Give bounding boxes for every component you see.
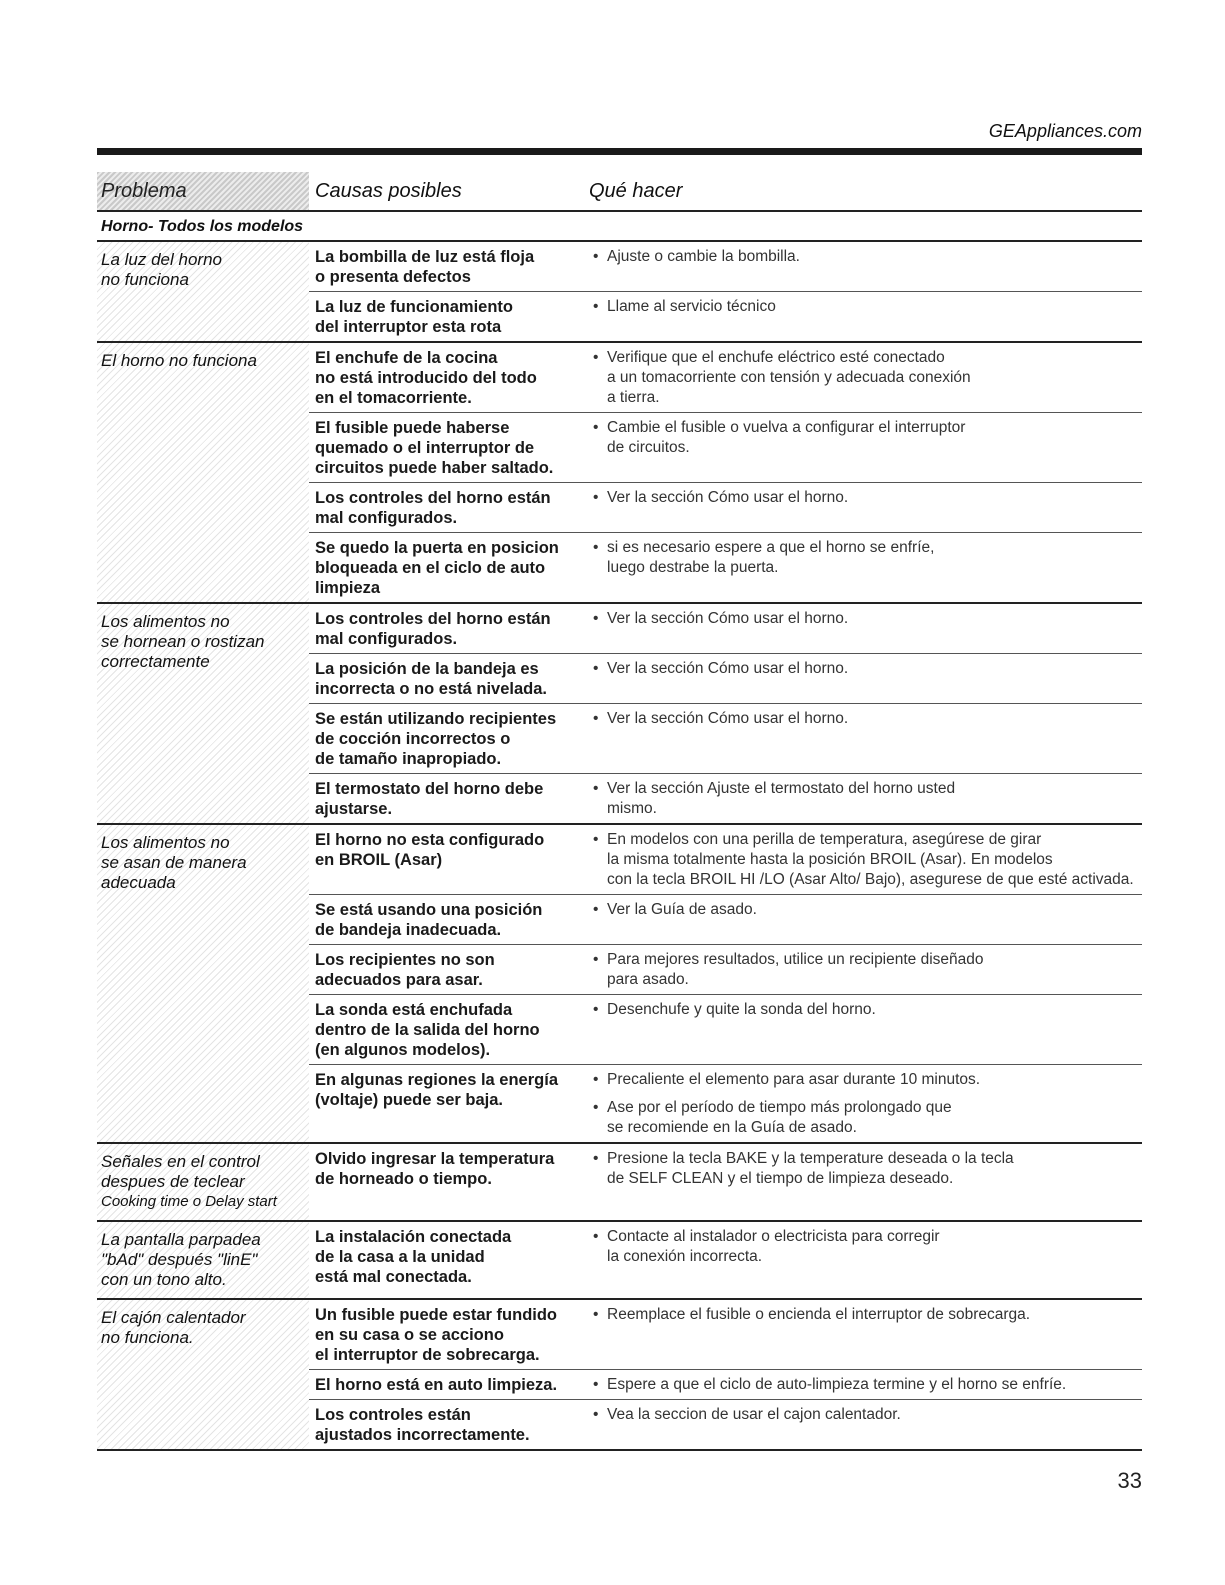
problem-cell — [97, 1222, 309, 1298]
action-text: Ver la sección Ajuste el termostato del horno usted — [607, 780, 956, 797]
action-text: En modelos con una perilla de temperatura, asegúrese de girar — [607, 831, 1042, 848]
cause-text: de bandeja inadecuada. — [315, 921, 502, 939]
cause-text: de la casa a la unidad — [315, 1248, 485, 1266]
action-cell — [583, 1405, 1142, 1445]
table-row — [309, 483, 1142, 533]
cause-text: mal configurados. — [315, 630, 458, 648]
cause-text: limpieza — [315, 579, 381, 597]
action-text: Contacte al instalador o electricista para corregir — [607, 1228, 940, 1245]
cause-text: Los controles están — [315, 1406, 471, 1424]
cause-text: del interruptor esta rota — [315, 318, 502, 336]
action-cell — [583, 1000, 1142, 1060]
cause-text: bloqueada en el ciclo de auto — [315, 559, 546, 577]
problem-group — [97, 343, 1142, 604]
action-cell — [583, 609, 1142, 649]
problem-text: El cajón calentador — [101, 1308, 246, 1327]
cause-text: en el tomacorriente. — [315, 389, 472, 407]
cause-text: (voltaje) puede ser baja. — [315, 1091, 503, 1109]
table-row — [309, 895, 1142, 945]
cause-text: de cocción incorrectos o — [315, 730, 511, 748]
problem-cell — [97, 343, 309, 602]
cause-text: La posición de la bandeja es — [315, 660, 539, 678]
action-text: Ver la Guía de asado. — [607, 901, 757, 918]
cause-cell — [309, 779, 583, 819]
problem-subtext: Cooking time o Delay start — [101, 1193, 277, 1210]
table-row — [309, 343, 1142, 413]
action-text: Desenchufe y quite la sonda del horno. — [607, 1001, 876, 1018]
cause-text: La luz de funcionamiento — [315, 298, 514, 316]
action-cell — [583, 488, 1142, 528]
bullet-icon: • — [593, 298, 599, 315]
cause-text: el interruptor de sobrecarga. — [315, 1346, 540, 1364]
table-row — [309, 533, 1142, 602]
cause-text: incorrecta o no está nivelada. — [315, 680, 547, 698]
cause-text: La instalación conectada — [315, 1228, 512, 1246]
cause-cell — [309, 297, 583, 337]
cause-rows — [309, 1222, 1142, 1298]
cause-rows — [309, 604, 1142, 823]
bullet-icon: • — [593, 1071, 599, 1088]
cause-text: Un fusible puede estar fundido — [315, 1306, 558, 1324]
table-row — [309, 1370, 1142, 1400]
problem-group — [97, 1144, 1142, 1222]
action-text: de circuitos. — [607, 439, 690, 456]
problem-text: Los alimentos no — [101, 612, 230, 631]
problem-group — [97, 1222, 1142, 1300]
action-text: Ver la sección Cómo usar el horno. — [607, 710, 849, 727]
cause-cell — [309, 950, 583, 990]
header-problem: Problema — [97, 172, 309, 210]
action-text: a tierra. — [607, 389, 660, 406]
header-action: Qué hacer — [589, 180, 683, 202]
action-text: Ajuste o cambie la bombilla. — [607, 248, 800, 265]
table-row — [309, 995, 1142, 1065]
cause-text: Se quedo la puerta en posicion — [315, 539, 559, 557]
action-cell — [583, 709, 1142, 769]
problem-group — [97, 1300, 1142, 1451]
cause-text: El fusible puede haberse — [315, 419, 510, 437]
cause-cell — [309, 247, 583, 287]
cause-rows — [309, 1300, 1142, 1449]
bullet-icon: • — [593, 489, 599, 506]
action-text: la misma totalmente hasta la posición BROIL (Asar). En modelos — [607, 851, 1053, 868]
cause-text: de tamaño inapropiado. — [315, 750, 502, 768]
cause-text: La sonda está enchufada — [315, 1001, 513, 1019]
table-row — [309, 292, 1142, 341]
problem-text: La pantalla parpadea — [101, 1230, 261, 1249]
action-cell — [583, 1305, 1142, 1365]
cause-text: no está introducido del todo — [315, 369, 537, 387]
problem-text: se asan de manera — [101, 853, 247, 872]
cause-text: o presenta defectos — [315, 268, 471, 286]
cause-cell — [309, 488, 583, 528]
problem-text: Señales en el control — [101, 1152, 260, 1171]
cause-text: dentro de la salida del horno — [315, 1021, 540, 1039]
action-text: para asado. — [607, 971, 689, 988]
problem-text: despues de teclear — [101, 1172, 245, 1191]
action-text: Reemplace el fusible o encienda el interruptor de sobrecarga. — [607, 1306, 1031, 1323]
action-cell — [583, 297, 1142, 337]
bullet-icon: • — [593, 1376, 599, 1393]
cause-text: (en algunos modelos). — [315, 1041, 491, 1059]
cause-text: está mal conectada. — [315, 1268, 472, 1286]
action-cell — [583, 950, 1142, 990]
action-text: mismo. — [607, 800, 657, 817]
action-text: de SELF CLEAN y el tiempo de limpieza deseado. — [607, 1170, 954, 1187]
action-cell — [583, 247, 1142, 287]
cause-text: El termostato del horno debe — [315, 780, 544, 798]
cause-text: El enchufe de la cocina — [315, 349, 498, 367]
bullet-icon: • — [593, 901, 599, 918]
bullet-icon: • — [593, 1001, 599, 1018]
cause-text: en BROIL (Asar) — [315, 851, 443, 869]
problem-text: con un tono alto. — [101, 1270, 227, 1289]
troubleshooting-table — [97, 172, 1142, 1451]
table-row — [309, 242, 1142, 292]
table-row — [309, 1065, 1142, 1142]
bullet-icon: • — [593, 660, 599, 677]
table-row — [309, 1400, 1142, 1449]
cause-text: Olvido ingresar la temperatura — [315, 1150, 555, 1168]
cause-text: Los recipientes no son — [315, 951, 495, 969]
cause-rows — [309, 343, 1142, 602]
cause-text: ajustarse. — [315, 800, 393, 818]
table-row — [309, 1144, 1142, 1193]
problem-text: Los alimentos no — [101, 833, 230, 852]
bullet-icon: • — [593, 1099, 599, 1116]
cause-cell — [309, 538, 583, 598]
problem-cell — [97, 1300, 309, 1449]
action-text: Espere a que el ciclo de auto-limpieza termine y el horno se enfríe. — [607, 1376, 1067, 1393]
action-text: si es necesario espere a que el horno se enfríe, — [607, 539, 935, 556]
action-text: con la tecla BROIL HI /LO (Asar Alto/ Bajo), asegurese de que esté activada. — [607, 871, 1134, 888]
cause-text: circuitos puede haber saltado. — [315, 459, 554, 477]
cause-cell — [309, 830, 583, 890]
bullet-icon: • — [593, 539, 599, 556]
problem-text: se hornean o rostizan — [101, 632, 265, 651]
cause-cell — [309, 1405, 583, 1445]
cause-cell — [309, 348, 583, 408]
table-row — [309, 774, 1142, 823]
table-row — [309, 945, 1142, 995]
problem-group — [97, 242, 1142, 343]
cause-cell — [309, 418, 583, 478]
cause-text: de horneado o tiempo. — [315, 1170, 492, 1188]
problem-text: La luz del horno — [101, 250, 222, 269]
header-rule — [97, 148, 1142, 155]
cause-text: El horno no esta configurado — [315, 831, 545, 849]
cause-text: mal configurados. — [315, 509, 458, 527]
cause-cell — [309, 1000, 583, 1060]
action-cell — [583, 1070, 1142, 1138]
table-header — [97, 172, 1142, 212]
bullet-icon: • — [593, 1306, 599, 1323]
bullet-icon: • — [593, 710, 599, 727]
bullet-icon: • — [593, 780, 599, 797]
cause-cell — [309, 709, 583, 769]
action-text: Llame al servicio técnico — [607, 298, 776, 315]
action-cell — [583, 348, 1142, 408]
cause-text: En algunas regiones la energía — [315, 1071, 558, 1089]
problem-text: adecuada — [101, 873, 176, 892]
table-row — [309, 654, 1142, 704]
action-cell — [583, 538, 1142, 598]
cause-rows — [309, 242, 1142, 341]
bullet-icon: • — [593, 349, 599, 366]
table-row — [309, 604, 1142, 654]
action-cell — [583, 830, 1142, 890]
cause-cell — [309, 1227, 583, 1287]
action-text: Vea la seccion de usar el cajon calentador. — [607, 1406, 901, 1423]
table-row — [309, 825, 1142, 895]
cause-cell — [309, 1070, 583, 1138]
table-row — [309, 704, 1142, 774]
bullet-icon: • — [593, 1228, 599, 1245]
bullet-icon: • — [593, 248, 599, 265]
cause-cell — [309, 659, 583, 699]
section-title: Horno- Todos los modelos — [97, 212, 1142, 242]
problem-group — [97, 825, 1142, 1144]
action-text: Para mejores resultados, utilice un recipiente diseñado — [607, 951, 984, 968]
bullet-icon: • — [593, 1150, 599, 1167]
cause-text: ajustados incorrectamente. — [315, 1426, 530, 1444]
problem-groups — [97, 242, 1142, 1451]
cause-cell — [309, 1305, 583, 1365]
cause-text: Se están utilizando recipientes — [315, 710, 557, 728]
problem-cell — [97, 1144, 309, 1220]
cause-cell — [309, 609, 583, 649]
action-cell — [583, 1227, 1142, 1287]
cause-text: El horno está en auto limpieza. — [315, 1376, 558, 1394]
bullet-icon: • — [593, 610, 599, 627]
cause-text: adecuados para asar. — [315, 971, 483, 989]
action-cell — [583, 1149, 1142, 1189]
action-text: Verifique que el enchufe eléctrico esté conectado — [607, 349, 945, 366]
cause-text: Los controles del horno están — [315, 610, 551, 628]
bullet-icon: • — [593, 951, 599, 968]
bullet-icon: • — [593, 419, 599, 436]
action-cell — [583, 900, 1142, 940]
problem-text: El horno no funciona — [101, 351, 257, 370]
header-causes: Causas posibles — [315, 180, 462, 202]
cause-cell — [309, 1149, 583, 1189]
problem-cell — [97, 604, 309, 823]
action-text: Ver la sección Cómo usar el horno. — [607, 660, 849, 677]
action-text: Ase por el período de tiempo más prolongado que — [607, 1099, 952, 1116]
action-text: Precaliente el elemento para asar durante 10 minutos. — [607, 1071, 981, 1088]
table-row — [309, 1222, 1142, 1291]
action-text: luego destrabe la puerta. — [607, 559, 779, 576]
problem-group — [97, 604, 1142, 825]
action-cell — [583, 418, 1142, 478]
cause-text: La bombilla de luz está floja — [315, 248, 535, 266]
cause-text: en su casa o se acciono — [315, 1326, 504, 1344]
action-cell — [583, 779, 1142, 819]
cause-cell — [309, 900, 583, 940]
action-cell — [583, 659, 1142, 699]
cause-rows — [309, 825, 1142, 1142]
action-text: se recomiende en la Guía de asado. — [607, 1119, 857, 1136]
action-text: Cambie el fusible o vuelva a configurar el interruptor — [607, 419, 966, 436]
action-text: Presione la tecla BAKE y la temperature deseada o la tecla — [607, 1150, 1014, 1167]
cause-rows — [309, 1144, 1142, 1220]
table-row — [309, 413, 1142, 483]
problem-cell — [97, 242, 309, 341]
cause-text: Se está usando una posición — [315, 901, 543, 919]
problem-text: correctamente — [101, 652, 210, 671]
table-row — [309, 1300, 1142, 1370]
action-text: la conexión incorrecta. — [607, 1248, 763, 1265]
cause-text: Los controles del horno están — [315, 489, 551, 507]
action-text: a un tomacorriente con tensión y adecuada conexión — [607, 369, 971, 386]
problem-cell — [97, 825, 309, 1142]
cause-text: quemado o el interruptor de — [315, 439, 535, 457]
bullet-icon: • — [593, 1406, 599, 1423]
bullet-icon: • — [593, 831, 599, 848]
action-text: Ver la sección Cómo usar el horno. — [607, 610, 849, 627]
problem-text: no funciona — [101, 270, 189, 289]
problem-text: no funciona. — [101, 1328, 194, 1347]
cause-cell — [309, 1375, 583, 1395]
action-text: Ver la sección Cómo usar el horno. — [607, 489, 849, 506]
action-cell — [583, 1375, 1142, 1395]
site-url: GEAppliances.com — [988, 121, 1142, 141]
problem-text: "bAd" después "linE" — [101, 1250, 258, 1269]
page-number: 33 — [1117, 1468, 1142, 1493]
